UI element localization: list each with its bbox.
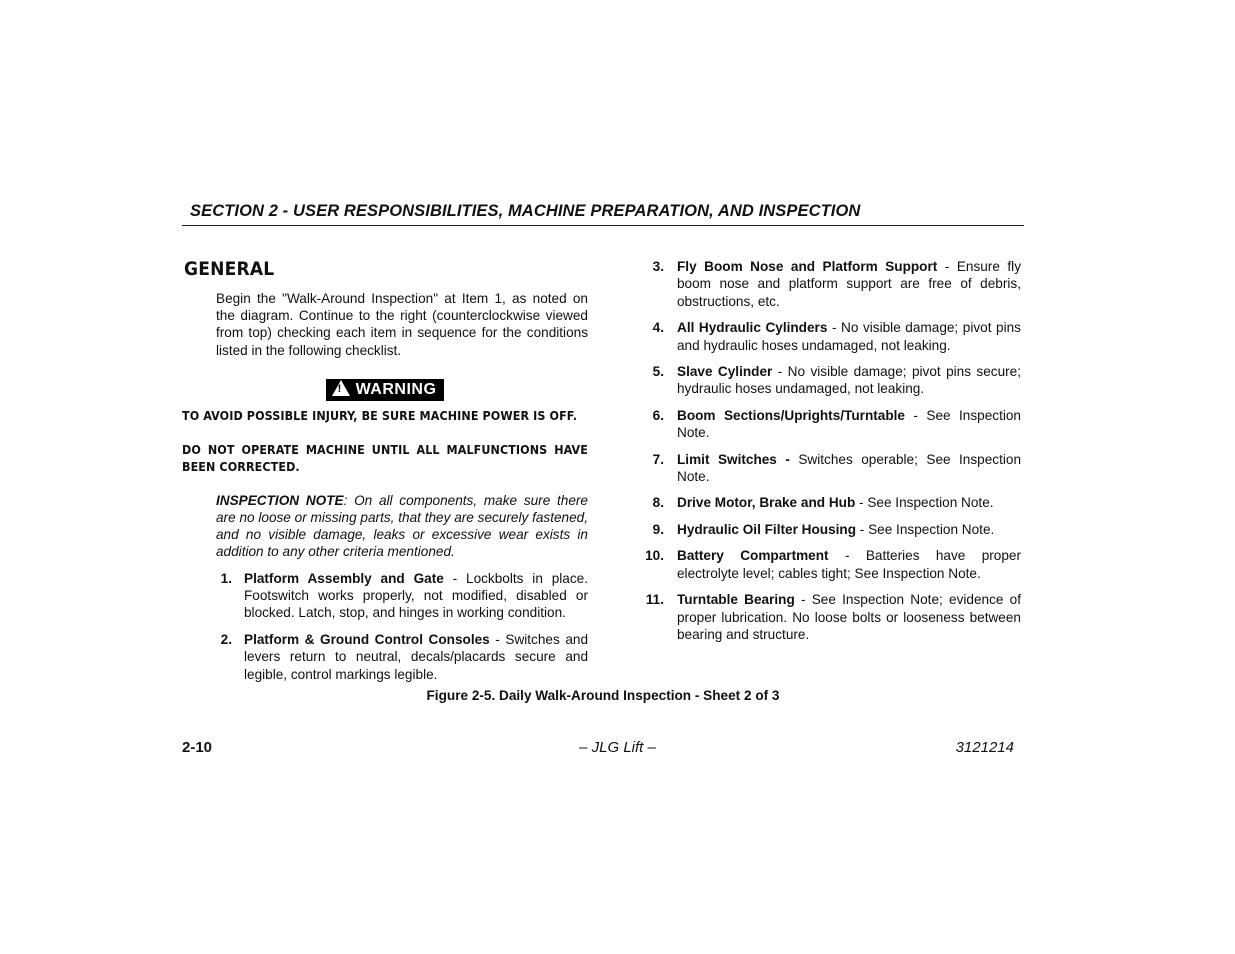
item-term: Platform & Ground Control Consoles [244, 631, 490, 647]
checklist-item [640, 547, 1021, 582]
inspection-note-label: INSPECTION NOTE [216, 492, 344, 508]
item-term: Limit Switches - [677, 451, 790, 467]
checklist-item [182, 570, 588, 622]
item-text: - Batteries have proper electrolyte level; cables tight; See Inspection Note. [677, 548, 1021, 581]
document-number: 3121214 [955, 739, 1014, 756]
item-text: - Lockbolts in place. Footswitch works properly, not modified, disabled or blocked. Latch, stop, and hinges in working condition. [244, 570, 588, 621]
item-number: 7. [652, 451, 664, 467]
item-number: 11. [645, 592, 664, 608]
inspection-note-text: : On all components, make sure there are no loose or missing parts, that they are securely fastened, and no visible damage, leaks or excessive wear exists in addition to any other criteria mentioned. [216, 492, 588, 560]
item-number: 6. [652, 407, 664, 423]
item-text: - See Inspection Note. [677, 407, 1021, 441]
item-term: Fly Boom Nose and Platform Support [677, 259, 938, 274]
item-text: - Ensure fly boom nose and platform support are free of debris, obstructions, etc. [677, 259, 1021, 309]
item-term: Turntable Bearing [677, 592, 795, 608]
warning-line-power: TO AVOID POSSIBLE INJURY, BE SURE MACHINE POWER IS OFF. [182, 407, 578, 423]
item-text: - No visible damage; pivot pins and hydraulic hoses undamaged, not leaking. [677, 320, 1021, 353]
item-text: - No visible damage; pivot pins secure; hydraulic hoses undamaged, not leaking. [677, 364, 1021, 397]
checklist-item [182, 631, 588, 683]
item-term: Battery Compartment [677, 548, 829, 564]
item-term: Slave Cylinder [677, 364, 773, 380]
footer-brand: – JLG Lift – [579, 739, 656, 756]
item-text: - See Inspection Note; evidence of proper lubrication. No loose bolts or looseness between bearing and structure. [677, 592, 1021, 642]
checklist-item [640, 451, 1021, 486]
exclamation-triangle-icon: ! [332, 380, 350, 396]
item-number: 9. [652, 521, 664, 537]
item-term: Boom Sections/Uprights/Turntable [677, 407, 905, 423]
warning-banner [182, 379, 588, 401]
section-header: SECTION 2 - USER RESPONSIBILITIES, MACHINE PREPARATION, AND INSPECTION [182, 202, 1024, 226]
item-text: - See Inspection Note. [856, 521, 995, 537]
checklist-left [182, 570, 588, 683]
item-term: Drive Motor, Brake and Hub [677, 495, 856, 511]
checklist-right [640, 258, 1021, 643]
checklist-item [640, 521, 1021, 538]
item-number: 2. [220, 631, 232, 647]
item-text: Switches operable; See Inspection Note. [677, 451, 1021, 485]
section-title: GENERAL [184, 258, 275, 280]
checklist-item [640, 319, 1021, 354]
left-column [182, 258, 588, 692]
warning-line-malfunctions: DO NOT OPERATE MACHINE UNTIL ALL MALFUNCTIONS HAVE BEEN CORRECTED. [182, 441, 588, 474]
item-text: - See Inspection Note. [855, 495, 994, 511]
item-term: All Hydraulic Cylinders [677, 320, 828, 336]
checklist-item [640, 258, 1021, 310]
item-term: Platform Assembly and Gate [244, 570, 444, 586]
checklist-item [640, 363, 1021, 398]
figure-caption: Figure 2-5. Daily Walk-Around Inspection - Sheet 2 of 3 [426, 688, 780, 703]
item-text: - Switches and levers return to neutral, decals/placards secure and legible, control markings legible. [244, 631, 588, 682]
item-number: 3. [652, 259, 664, 274]
checklist-item [640, 407, 1021, 442]
item-number: 1. [220, 570, 232, 586]
item-term: Hydraulic Oil Filter Housing [677, 521, 857, 537]
intro-paragraph: Begin the "Walk-Around Inspection" at Item 1, as noted on the diagram. Continue to the right (counterclockwise viewed from top) checking each item in sequence for the conditions listed in the following checklist. [216, 291, 588, 358]
item-number: 10. [645, 548, 664, 564]
item-number: 8. [652, 495, 664, 511]
checklist-item [640, 591, 1021, 643]
page-number: 2-10 [182, 739, 213, 756]
warning-badge [326, 379, 445, 401]
item-number: 5. [652, 364, 664, 380]
warning-label: WARNING [355, 380, 437, 398]
inspection-note [216, 492, 588, 561]
item-number: 4. [652, 320, 664, 336]
right-column [640, 258, 1021, 652]
checklist-item [640, 494, 1021, 511]
